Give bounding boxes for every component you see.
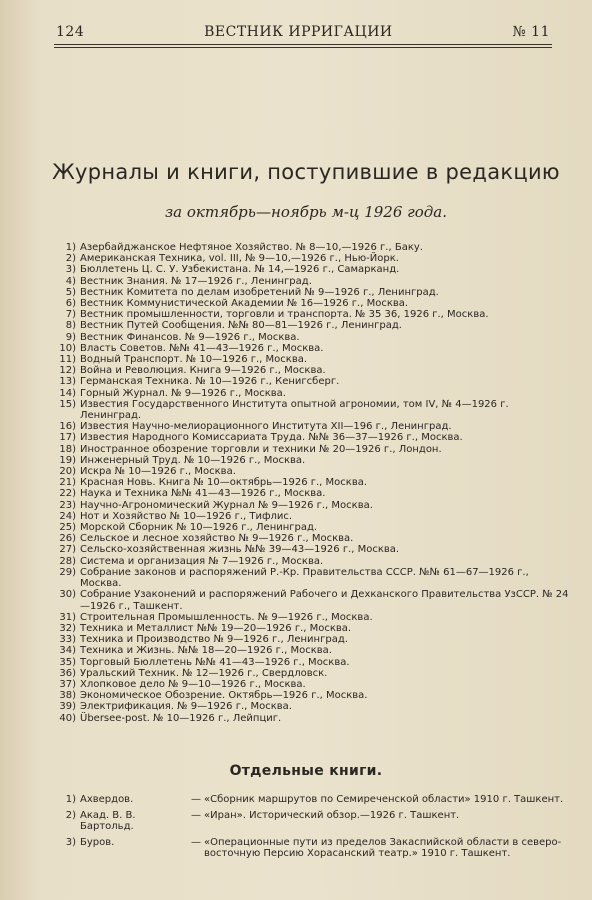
item-number: 23) (59, 499, 76, 511)
item-text: Бюллетень Ц. С. У. Узбекистана. № 14,—1926 г., Самарканд. (80, 264, 400, 276)
item-number: 16) (59, 421, 76, 433)
item-number: 25) (59, 522, 76, 534)
journal-list (48, 242, 570, 724)
item-text: Собрание законов и распоряжений Р.-Кр. Правительства СССР. №№ 61—67—1926 г., Москва. (80, 566, 529, 590)
item-text: Наука и Техника №№ 41—43—1926 г., Москва. (80, 488, 326, 500)
list-item (48, 276, 570, 287)
item-number: 27) (59, 544, 76, 556)
list-item (48, 444, 570, 455)
item-number: 1) (65, 794, 76, 805)
book-author: Акад. В. В. Бартольд. (80, 809, 136, 832)
page-title: Журналы и книги, поступившие в редакцию (52, 160, 560, 184)
list-item (48, 701, 570, 712)
item-number: 6) (65, 298, 76, 310)
item-number: 15) (59, 398, 76, 410)
item-number: 33) (59, 634, 76, 646)
list-item (48, 309, 570, 320)
list-item (48, 242, 570, 253)
item-text: Известия Государственного Института опытной агрономии, том IV, № 4—1926 г. Ленинград. (80, 398, 509, 422)
list-item (48, 668, 570, 679)
books-heading: Отдельные книги. (229, 763, 383, 779)
list-item (48, 376, 570, 387)
list-item (48, 645, 570, 656)
list-item (48, 544, 570, 555)
list-item (48, 690, 570, 701)
book-title: «Операционные пути из пределов Закаспийской области в северо-восточную Персию Хорасанский театр.» 1910 г. Ташкент. (204, 836, 562, 859)
item-number: 40) (59, 712, 76, 724)
list-item (48, 477, 570, 488)
item-text: Научно-Агрономический Журнал № 9—1926 г., Москва. (80, 499, 373, 511)
item-text: Вестник Знания. № 17—1926 г., Ленинград. (80, 275, 312, 287)
list-item (48, 365, 570, 376)
item-number: 12) (59, 365, 76, 377)
item-number: 5) (65, 286, 76, 298)
list-item (48, 679, 570, 690)
item-text: Вестник Комитета по делам изобретений № 9—1926 г., Ленинград. (80, 286, 439, 298)
page-number: 124 (56, 24, 85, 40)
item-number: 34) (59, 645, 76, 657)
book-list (48, 794, 570, 864)
item-text: Иностранное обозрение торговли и техники № 20—1926 г., Лондон. (80, 443, 442, 455)
book-author: Ахвердов. (80, 794, 134, 805)
list-item (48, 298, 570, 309)
list-item (48, 612, 570, 623)
item-text: Техника и Жизнь. №№ 18—20—1926 г., Москва. (80, 645, 332, 657)
list-item (48, 354, 570, 365)
item-text: Уральский Техник. № 12—1926 г., Свердловск. (80, 667, 328, 679)
book-author: Буров. (80, 836, 115, 848)
list-item (48, 522, 570, 533)
list-item (48, 556, 570, 567)
item-number: 2) (65, 253, 76, 265)
list-item (48, 837, 570, 860)
item-number: 38) (59, 690, 76, 702)
list-item (48, 500, 570, 511)
list-item (48, 488, 570, 499)
item-text: Вестник Путей Сообщения. №№ 80—81—1926 г., Ленинград. (80, 320, 402, 332)
list-item (48, 567, 570, 589)
item-number: 4) (65, 275, 76, 287)
item-number: 10) (59, 342, 76, 354)
list-item (48, 589, 570, 611)
list-item (48, 421, 570, 432)
item-number: 3) (65, 264, 76, 276)
list-item (48, 533, 570, 544)
item-number: 17) (59, 432, 76, 444)
item-text: Собрание Узаконений и распоряжений Рабочего и Дехканского Правительства УзССР. № 24—1926 г., Ташкент. (80, 589, 569, 612)
item-number: 18) (59, 443, 76, 455)
item-text: Германская Техника. № 10—1926 г., Кенигсберг. (80, 376, 340, 388)
list-item (48, 810, 570, 833)
item-text: Известия Научно-мелиорационного Института XII—196 г., Ленинград. (80, 421, 452, 433)
item-text: Экономическое Обозрение. Октябрь—1926 г., Москва. (80, 690, 368, 702)
item-number: 14) (59, 387, 76, 399)
item-number: 37) (59, 678, 76, 690)
item-text: Водный Транспорт. № 10—1926 г., Москва. (80, 354, 308, 366)
item-text: Техника и Металлист №№ 19—20—1926 г., Москва. (80, 622, 352, 634)
list-item (48, 399, 570, 421)
item-text: Азербайджанское Нефтяное Хозяйство. № 8—10,—1926 г., Баку. (80, 242, 423, 253)
item-text: Электрификация. № 9—1926 г., Москва. (80, 701, 292, 713)
item-number: 22) (59, 488, 76, 500)
list-item (48, 343, 570, 354)
item-text: Известия Народного Комиссариата Труда. №№ 36—37—1926 г., Москва. (80, 432, 463, 444)
book-dash: — (191, 794, 201, 805)
list-item (48, 264, 570, 275)
item-text: Красная Новь. Книга № 10—октябрь—1926 г., Москва. (80, 477, 368, 489)
item-text: Техника и Производство № 9—1926 г., Ленинград. (80, 634, 348, 646)
item-number: 36) (59, 667, 76, 679)
item-text: Инженерный Труд. № 10—1926 г., Москва. (80, 454, 306, 466)
item-number: 31) (59, 611, 76, 623)
list-item (48, 332, 570, 343)
item-text: Вестник Коммунистической Академии № 16—1926 г., Москва. (80, 298, 409, 310)
item-number: 19) (59, 454, 76, 466)
book-title: «Иран». Исторический обзор.—1926 г. Ташкент. (204, 809, 460, 821)
item-text: Вестник Финансов. № 9—1926 г., Москва. (80, 331, 300, 343)
item-text: Торговый Бюллетень №№ 41—43—1926 г., Москва. (80, 656, 350, 668)
item-number: 30) (59, 589, 76, 601)
book-dash: — (191, 809, 201, 821)
item-text: Власть Советов. №№ 41—43—1926 г., Москва. (80, 342, 324, 354)
item-number: 1) (65, 242, 76, 253)
list-item (48, 794, 570, 806)
journal-title: ВЕСТНИК ИРРИГАЦИИ (204, 24, 393, 40)
list-item (48, 634, 570, 645)
book-title: «Сборник маршрутов по Семиреченской области» 1910 г. Ташкент. (204, 794, 564, 805)
header-rule (54, 44, 552, 48)
running-header (56, 22, 550, 42)
item-number: 39) (59, 701, 76, 713)
list-item (48, 287, 570, 298)
item-number: 8) (65, 320, 76, 332)
item-text: Война и Революция. Книга 9—1926 г., Москва. (80, 365, 326, 377)
list-item (48, 253, 570, 264)
item-text: Строительная Промышленность. № 9—1926 г., Москва. (80, 611, 373, 623)
list-item (48, 466, 570, 477)
item-text: Сельское и лесное хозяйство № 9—1926 г., Москва. (80, 533, 354, 545)
item-text: Хлопковое дело № 9—10—1926 г., Москва. (80, 678, 306, 690)
item-number: 2) (65, 809, 76, 821)
list-item (48, 388, 570, 399)
item-number: 29) (59, 566, 76, 578)
item-text: Сельско-хозяйственная жизнь №№ 39—43—1926 г., Москва. (80, 544, 400, 556)
book-dash: — (191, 836, 201, 848)
page-subtitle: за октябрь—ноябрь м-ц 1926 года. (164, 203, 447, 221)
item-text: Вестник промышленности, торговли и транспорта. № 35 36, 1926 г., Москва. (80, 309, 489, 321)
list-item (48, 455, 570, 466)
list-item (48, 511, 570, 522)
list-item (48, 432, 570, 443)
item-number: 21) (59, 477, 76, 489)
item-number: 32) (59, 622, 76, 634)
item-number: 11) (59, 354, 76, 366)
issue-number: № 11 (512, 24, 550, 40)
item-number: 3) (65, 836, 76, 848)
list-item (48, 657, 570, 668)
item-number: 9) (65, 331, 76, 343)
item-text: Übersee-post. № 10—1926 г., Лейпциг. (80, 712, 282, 724)
item-number: 7) (65, 309, 76, 321)
list-item (48, 713, 570, 724)
item-text: Система и организация № 7—1926 г., Москва. (80, 555, 324, 567)
item-number: 13) (59, 376, 76, 388)
item-text: Искра № 10—1926 г., Москва. (80, 466, 236, 478)
item-number: 35) (59, 656, 76, 668)
item-text: Горный Журнал. № 9—1926 г., Москва. (80, 387, 286, 399)
item-number: 20) (59, 466, 76, 478)
item-text: Американская Техника, vol. III, № 9—10,—1926 г., Нью-Йорк. (80, 253, 399, 265)
list-item (48, 623, 570, 634)
item-number: 28) (59, 555, 76, 567)
list-item (48, 320, 570, 331)
item-text: Морской Сборник № 10—1926 г., Ленинград. (80, 522, 318, 534)
item-number: 24) (59, 510, 76, 522)
item-number: 26) (59, 533, 76, 545)
item-text: Нот и Хозяйство № 10—1926 г., Тифлис. (80, 510, 293, 522)
